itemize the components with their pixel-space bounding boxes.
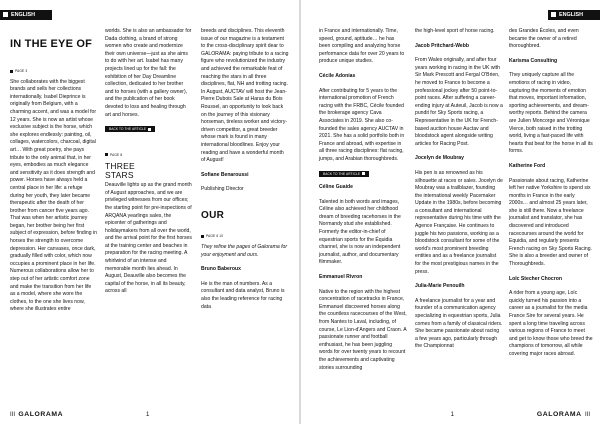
- back-to-article-link[interactable]: BACK TO THE ARTICLE: [105, 126, 155, 132]
- contributor-bio: He is the man of numbers. As a consultant and data analyst, Bruno is also the leading reference for racing data: [201, 280, 285, 310]
- article-body: She collaborates with the biggest brands and sells her collections internationally. Isabel Dieprince is originally from Belgium, with a charming accent, and was a model for 12 years. She is now an artist whose exclusive subject is the horse, which she explores endlessly: painting, oil, collages, watercolors, charcoal, digital art… With great poetry, she pays tribute to the only animal that, in her eyes, embodies as much elegance and sensitivity as it does strength and power. Horses have always held a central place in her life: a refuge during her youth, they later became therapeutic after the death of her brother from cancer five years ago. That was when her artistic journey began, her brother being her first subject of expression, before finding in horses the strength to overcome depression. Her canvases, once dark, gradually filled with color, which now occupies a prominent place in her life. Numerous collaborations allow her to step out of her artistic comfort zone and make the transition from her life as a model, where she wore the clothes, to the one she lives now, where she illustrates entire: [10, 78, 97, 313]
- contributor-name: Julia-Marie Penouilh: [415, 283, 465, 290]
- contributor-bio: From Wales originally, and after four years working in racing in the UK with Sir Mark Prescott and Fergal O'Brien, he moved to France to become a professional jockey after 50 point-to-point races. After suffering a career-ending injury at Auteuil, Jacob is now a pundit for Sky Sports racing, a Representative in the UK for French-based auction house Auctav and bloodstock agent alongside writing articles for Racing Post.: [415, 57, 503, 147]
- contributor-name: Céline Guaide: [319, 184, 353, 191]
- signature-title: Publishing Director: [201, 186, 244, 193]
- square-bullet-icon: [201, 235, 204, 238]
- contributor-bio: Passionate about racing, Katherine left her native Yorkshire to spend six months in France in the early 2000s… and almost 25 years later, she is still there. Now a freelance journalist and translator, she has discovered and introduced racecourses around the world for Equidia, and regularly presents French racing on Sky Sports Racing. She is also a breeder and owner of Thoroughbreds.: [509, 177, 592, 268]
- editorial-body: Deauville lights up as the grand month of August approaches, and we are privileged witnesses from our offices; the starting point for pre-inspections of ARQANA yearlings sales, the epicenter of gatherings and holidaymakers from all over the world, and the arrival point for the first horses at the training center and beaches in preparation for the racing meeting. A whirlwind of an intense and memorable month lies ahead. In August, Deauville also becomes the capital of the horse, in all its beauty, across all: [105, 182, 192, 295]
- english-texts-tab-left: ENGLISH TEXTS: [0, 10, 52, 20]
- contributor-name: Loïc Stecher Chocron: [509, 275, 562, 282]
- square-bullet-icon: [551, 12, 556, 17]
- contributor-bio: A freelance journalist for a year and founder of a communication agency specializing in equestrian sports, Julia comes from a family of classical riders. She became passionate about racing a few years ago, particularly through the Championnat: [415, 297, 503, 350]
- contributor-name: Cécile Adonias: [319, 72, 356, 79]
- contributor-name: Bruno Baberoux: [201, 266, 241, 273]
- contributor-bio: Talented in both words and images, Céline also achieved her childhood dream of breeding racehorses in the Normandy stud she established. Formerly the editor-in-chief of equestrian sports for the Équidia channel, she is now an independent journalist, author, and documentary filmmaker.: [319, 198, 401, 266]
- page-tag: PAGE 3: [10, 68, 98, 76]
- left-page: [0, 0, 299, 424]
- right-column-3: [509, 28, 593, 366]
- english-texts-tab-right: ENGLISH TEXTS: [548, 10, 600, 20]
- contributor-name: Katherine Ford: [509, 162, 546, 169]
- square-bullet-icon: [148, 128, 151, 131]
- contributor-name: Jocelyn de Moubray: [415, 155, 464, 162]
- signature-name: Sofiane Benaroussi: [201, 171, 249, 178]
- editorial-body: breeds and disciplines. This eleventh issue of our magazine is a testament to the cross-disciplinary spirit dear to GALORAMA: paying tribute to a racing figure who revolutionized the industry and achieved the remarkable feat of reaching the stars in all three disciplines, flat, NH and trotting racing. In August, AUCTAV will host the Jean-Pierre Dubois Sale at Haras du Bois Roussel, an opportunity to look back on the journey of this visionary horseman, tireless worker and victory-driven competitor, a great breeder whose mark is found in many international bloodlines. Enjoy your reading and have a wonderful month of August!: [201, 28, 289, 164]
- contributor-name: Emmanuel Rivron: [319, 274, 363, 281]
- contributor-name: Jacob Pritchard-Webb: [415, 42, 469, 49]
- square-bullet-icon: [10, 70, 13, 73]
- back-to-article-link[interactable]: BACK TO THE ARTICLE: [319, 171, 369, 177]
- page-tag: PAGE 6 10: [201, 233, 289, 241]
- right-page: [301, 0, 600, 424]
- contributor-bio: the high-level sport of horse racing.: [415, 28, 495, 34]
- article-heading-eye: IN THE EYE OF: [10, 38, 93, 50]
- contributor-bio: His pen is as renowned as his silhouette at races or sales. Jocelyn de Moubray was a trailblazer, founding the international weekly Pacemaker Update in the 1980s, before becoming a consultant and international representative during his time with the Agence Française. He continues to juggle his two passions, working as a bloodstock consultant for some of the world's most prominent breeding entities and as a freelance journalist for the most prestigious names in the press.: [415, 169, 503, 275]
- footer-left-brand: III GALORAMA: [10, 411, 64, 418]
- contributors-intro: They refine the pages of Galorama for your enjoyment and ours.: [201, 244, 288, 258]
- section-heading-three-stars: THREE STARS: [105, 161, 135, 180]
- page-number-right: 1: [450, 412, 454, 418]
- page-number-left: 1: [146, 412, 150, 418]
- left-column-3: [201, 28, 289, 318]
- contributor-bio: They uniquely capture all the emotions of racing in video, capturing the moments of emotion that moves, important information, sporting achievements, and dream-worthy reports. Behind the camera are Julien Moncorge and Véronique Vierce, both raised in the trotting world, living a fast-paced life with hearts that beat for the horse in all its forms.: [509, 72, 593, 155]
- square-bullet-icon: [362, 172, 365, 175]
- square-bullet-icon: [3, 12, 8, 17]
- contributor-name: Karisma Consulting: [509, 57, 558, 64]
- square-bullet-icon: [105, 153, 108, 156]
- left-column-2: [105, 28, 193, 303]
- contributor-bio: Native to the region with the highest concentration of racetracks in France, Emmanuel discovered horses along the countless racecourses of the West, from Nantes to Laval, including, of course, Le Lion-d'Angers and Craon. A passionate runner and football enthusiast, he has been juggling words for over twenty years to recount the achievements and captivating stories surrounding: [319, 288, 407, 371]
- left-column-1: [10, 28, 98, 321]
- section-heading-our: OUR: [201, 209, 225, 221]
- contributor-bio: After contributing for 5 years to the international promotion of French racing with the FRBC, Cécile founded the brokerage agency Cava Associates in 2019. She also co-founded the sales agency AUCTAV in 2021. She has a solid portfolio both in France and abroad, with expertise in all three racing disciplines: flat racing, jumps, and Arabian thoroughbreds.: [319, 87, 405, 162]
- right-column-2: [415, 28, 503, 358]
- article-body: worlds. She is also an ambassador for Dada clothing, a brand of strong women who create and modernize their own universe—just as she aims to do with her art. Isabel has many projects lined up for the fall: the exhibition of her Day Dreamline collection, dedicated to her brother and to horses (with a gallery owner), and the publication of her book devoted to loss and healing through art and horses.: [105, 28, 192, 118]
- footer-right-brand: GALORAMA III: [536, 411, 590, 418]
- right-column-1: [319, 28, 407, 379]
- contributor-bio: des Grandes Écoles, and even became the owner of a retired thoroughbred.: [509, 28, 579, 50]
- contributor-bio: A rider from a young age, Loïc quickly turned his passion into a career as a journalist for the media France Sire for several years. He spent a long time traveling across various regions of France to meet and get to know those who breed the champions of tomorrow, all while covering major races abroad.: [509, 290, 593, 357]
- page-tag: PAGE 8: [105, 152, 193, 160]
- contributor-bio: in France and internationally. Time, speed, ground, aptitude… he has been compiling and analyzing horse performance data for over 20 years to produce unique studies.: [319, 28, 405, 65]
